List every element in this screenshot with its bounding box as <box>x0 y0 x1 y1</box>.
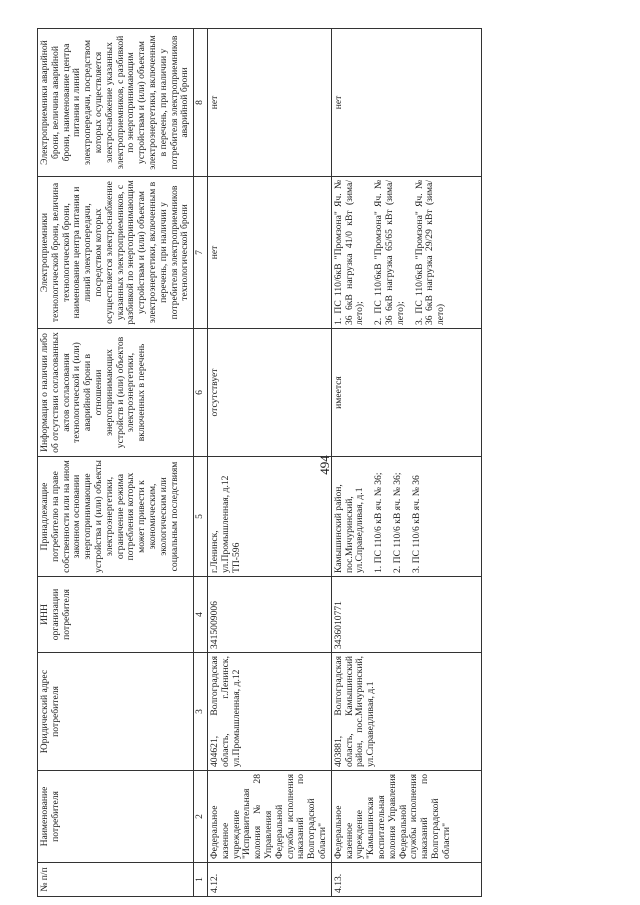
inn-value: 3415009006 <box>207 577 331 653</box>
col-header-tech-reserve: Электроприемники технологической брони, величина технологической брони, наименование центра питания и линий электропередачи, посредством которых осуществляется электроснабжение указанных электроприемников, с разбивкой по энергопринимающим устройствам и (или) объектам электроэнергетики, включенным в перечень, при наличии у потребителя электроприемников технологической брони <box>38 177 194 329</box>
row-num: 4.12. <box>207 863 331 897</box>
col-number: 1 <box>194 863 208 897</box>
consumer-name: Федеральное казенное учреждение "Камышинская воспитательная колония Управления Федеральной службы исполнения наказаний по Волгоградской области" <box>331 771 481 863</box>
col-header-address: Юридический адрес потребителя <box>38 653 194 771</box>
col-number: 7 <box>194 177 208 329</box>
page-number: 494 <box>317 455 332 475</box>
device-item: 2. ПС 110/6 кВ яч. № 36; <box>391 472 403 573</box>
device-item: 3. ПС 110/6 кВ яч. № 36 <box>410 475 422 573</box>
device-item: 1. ПС 110/6 кВ яч. № 36; <box>373 472 385 573</box>
device-item: Камышинский район, пос.Мичуринский, ул.Справедливая, д.1 <box>332 484 366 573</box>
row-num: 4.13. <box>331 863 481 897</box>
col-number: 2 <box>194 771 208 863</box>
column-number-row <box>194 29 208 897</box>
col-number: 3 <box>194 653 208 771</box>
col-header-num: № п/п <box>38 863 194 897</box>
devices <box>207 457 331 577</box>
tech-reserve <box>207 177 331 329</box>
table-row <box>331 29 481 897</box>
col-number: 5 <box>194 457 208 577</box>
tech-reserve-item: 1. ПС 110/6кВ "Промзона" Яч. № 36 6кВ нагрузка 41/0 кВт (зима/лето); <box>332 180 366 325</box>
emergency-reserve: нет <box>207 29 331 177</box>
table-row <box>207 29 331 897</box>
emergency-reserve: нет <box>331 29 481 177</box>
legal-address: 403881, Волгоградская область, Камышинский район, пос.Мичуринский, ул.Справедливая, д.1 <box>331 653 481 771</box>
col-header-acts: Информация о наличии либо об отсутствии согласованных актов согласования технологической и (или) аварийной брони в отношении энергопринимающих устройств и (или) объектов электроэнергетики, включенных в перечень <box>38 329 194 457</box>
acts-status: отсутствует <box>207 329 331 457</box>
col-number: 6 <box>194 329 208 457</box>
col-header-devices: Принадлежащие потребителю на праве собственности или на ином законном основании энергопринимающие устройства и (или) объекты электроэнергетики, ограничение режима потребления которых может привести к экономическим, экологическим или социальным последствиям <box>38 457 194 577</box>
header-row <box>38 29 194 897</box>
tech-reserve <box>331 177 481 329</box>
device-item: г.Ленинск, ул.Промышленная, д.12 ТП-596 <box>208 475 242 573</box>
col-number: 4 <box>194 577 208 653</box>
consumer-table <box>37 28 482 897</box>
consumer-name: Федеральное казенное учреждение "Исправительная колония № 28 Управления Федеральной службы исполнения наказаний по Волгоградской области" <box>207 771 331 863</box>
rotated-page <box>25 0 615 905</box>
col-header-inn: ИНН организации потребителя <box>38 577 194 653</box>
inn-value: 3436010771 <box>331 577 481 653</box>
col-header-emergency-reserve: Электроприемники аварийной брони, величина аварийной брони, наименование центра питания и линий электропередачи, посредством которых осуществляется электроснабжение указанных электроприемников, с разбивкой по энергопринимающим устройствам и (или) объектам электроэнергетики, включенным в перечень, при наличии у потребителя электроприемников аварийной брони <box>38 29 194 177</box>
devices <box>331 457 481 577</box>
col-number: 8 <box>194 29 208 177</box>
col-header-name: Наименование потребителя <box>38 771 194 863</box>
tech-reserve-item: 2. ПС 110/6кВ "Промзона" Яч. № 36 6кВ нагрузка 65/65 кВт (зима/лето); <box>373 180 406 325</box>
tech-reserve-item: 3. ПС 110/6кВ "Промзона" Яч. № 36 6кВ нагрузка 29/29 кВт (зима/лето) <box>413 180 447 325</box>
legal-address: 404621, Волгоградская область, г.Ленинск, ул.Промышленная, д.12 <box>207 653 331 771</box>
tech-reserve-item: нет <box>208 245 220 260</box>
acts-status: имеется <box>331 329 481 457</box>
